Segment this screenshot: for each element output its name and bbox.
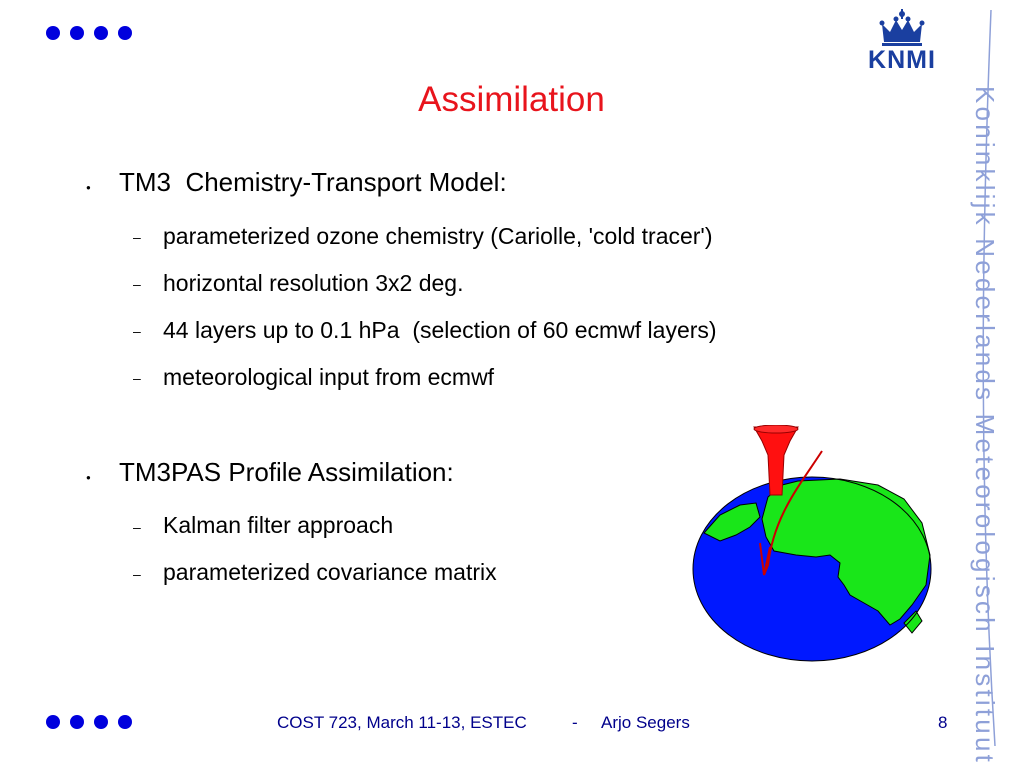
knmi-logo	[860, 8, 944, 80]
dash-icon: –	[133, 323, 141, 339]
dot-icon	[94, 715, 108, 729]
globe-funnel-illustration	[690, 425, 935, 665]
slide-title: Assimilation	[418, 80, 605, 119]
decor-dots-top	[46, 26, 132, 40]
dot-icon	[46, 26, 60, 40]
page-number: 8	[938, 713, 948, 732]
sub-bullet-item: horizontal resolution 3x2 deg.	[163, 270, 464, 296]
dash-icon: –	[133, 229, 141, 245]
dash-icon: –	[133, 566, 141, 582]
sub-bullet-item: 44 layers up to 0.1 hPa (selection of 60 ecmwf layers)	[163, 317, 717, 343]
dash-icon: –	[133, 519, 141, 535]
dot-icon	[94, 26, 108, 40]
dot-icon	[70, 26, 84, 40]
bullet-icon: ●	[86, 473, 91, 482]
decor-dots-bottom	[46, 715, 132, 729]
sub-bullet-item: parameterized ozone chemistry (Cariolle, 'cold tracer')	[163, 223, 713, 249]
dash-icon: –	[133, 370, 141, 386]
sub-bullet-item: parameterized covariance matrix	[163, 559, 497, 585]
side-institute-text: Koninklijk Nederlands Meteorologisch Instituut	[970, 86, 1000, 766]
crown-icon	[860, 8, 944, 48]
logo-text: KNMI	[868, 46, 936, 74]
footer-author: Arjo Segers	[601, 713, 690, 732]
sub-bullet-item: meteorological input from ecmwf	[163, 364, 495, 390]
footer-separator: -	[572, 713, 578, 732]
dot-icon	[118, 26, 132, 40]
bullet-item: TM3 Chemistry-Transport Model:	[119, 167, 507, 197]
sub-bullet-item: Kalman filter approach	[163, 512, 394, 538]
dash-icon: –	[133, 276, 141, 292]
footer-event: COST 723, March 11-13, ESTEC	[277, 713, 527, 732]
dot-icon	[70, 715, 84, 729]
dot-icon	[118, 715, 132, 729]
bullet-item: TM3PAS Profile Assimilation:	[119, 457, 454, 487]
bullet-icon: ●	[86, 183, 91, 192]
dot-icon	[46, 715, 60, 729]
